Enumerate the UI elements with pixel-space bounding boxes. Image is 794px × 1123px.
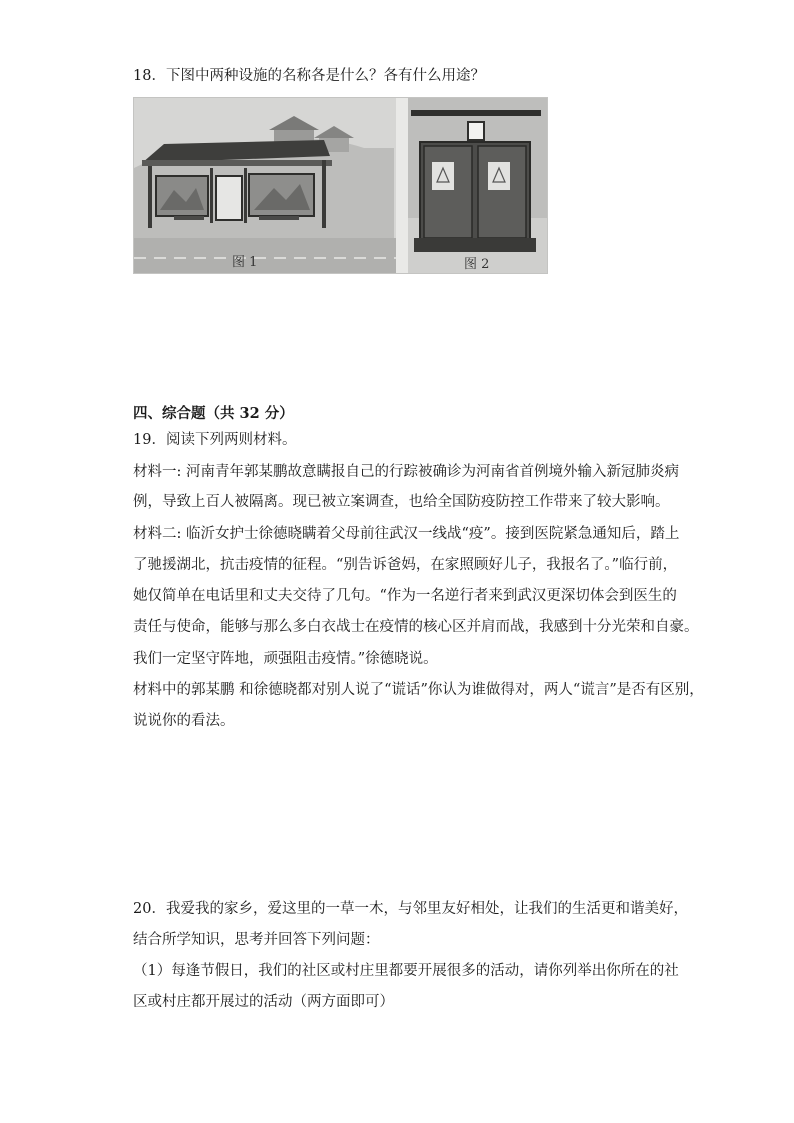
question-18: 18．下图中两种设施的名称各是什么？各有什么用途？ (133, 68, 485, 84)
q20-line-2: 结合所学知识，思考并回答下列问题： (133, 932, 380, 948)
q20-line-1: 20．我爱我的家乡，爱这里的一草一木，与邻里友好相处，让我们的生活更和谐美好， (133, 901, 688, 917)
q19-line-7: 我们一定坚守阵地，顽强阻击疫情。”徐德晓说。 (133, 651, 438, 667)
q19-line-5: 她仅简单在电话里和丈夫交待了几句。“作为一名逆行者来到武汉更深切体会到医生的 (133, 588, 677, 604)
figure-1-caption: 图 1 (232, 255, 258, 270)
q19-line-3: 材料二: 临沂女护士徐德晓瞒着父母前往武汉一线战“疫”。接到医院紧急通知后，踏上 (133, 526, 680, 542)
section-4-heading: 四、综合题（共 32 分） (133, 405, 294, 422)
q19-line-4: 了驰援湖北，抗击疫情的征程。“别告诉爸妈，在家照顾好儿子，我报名了。”临行前， (133, 557, 678, 573)
figure-1-bus-shelter-photo (133, 97, 548, 274)
q19-line-6: 责任与使命，能够与那么多白衣战士在疫情的核心区并肩而战，我感到十分光荣和自豪。 (133, 619, 699, 635)
figure-2-caption: 图 2 (464, 257, 490, 272)
bus-shelter-illustration (134, 98, 547, 273)
q19-line-2: 例，导致上百人被隔离。现已被立案调查，也给全国防疫防控工作带来了较大影响。 (133, 494, 670, 510)
q19-line-1: 材料一: 河南青年郭某鹏故意瞒报自己的行踪被确诊为河南省首例境外输入新冠肺炎病 (133, 464, 679, 480)
q19-line-9: 说说你的看法。 (133, 713, 235, 729)
q20-line-4: 区或村庄都开展过的活动（两方面即可） (133, 994, 394, 1010)
question-19-intro: 19．阅读下列两则材料。 (133, 432, 297, 448)
q19-line-8: 材料中的郭某鹏 和徐德晓都对别人说了“谎话”你认为谁做得对，两人“谎言”是否有区别， (133, 682, 704, 698)
q20-line-3: （1）每逢节假日，我们的社区或村庄里都要开展很多的活动，请你列举出你所在的社 (133, 963, 679, 979)
